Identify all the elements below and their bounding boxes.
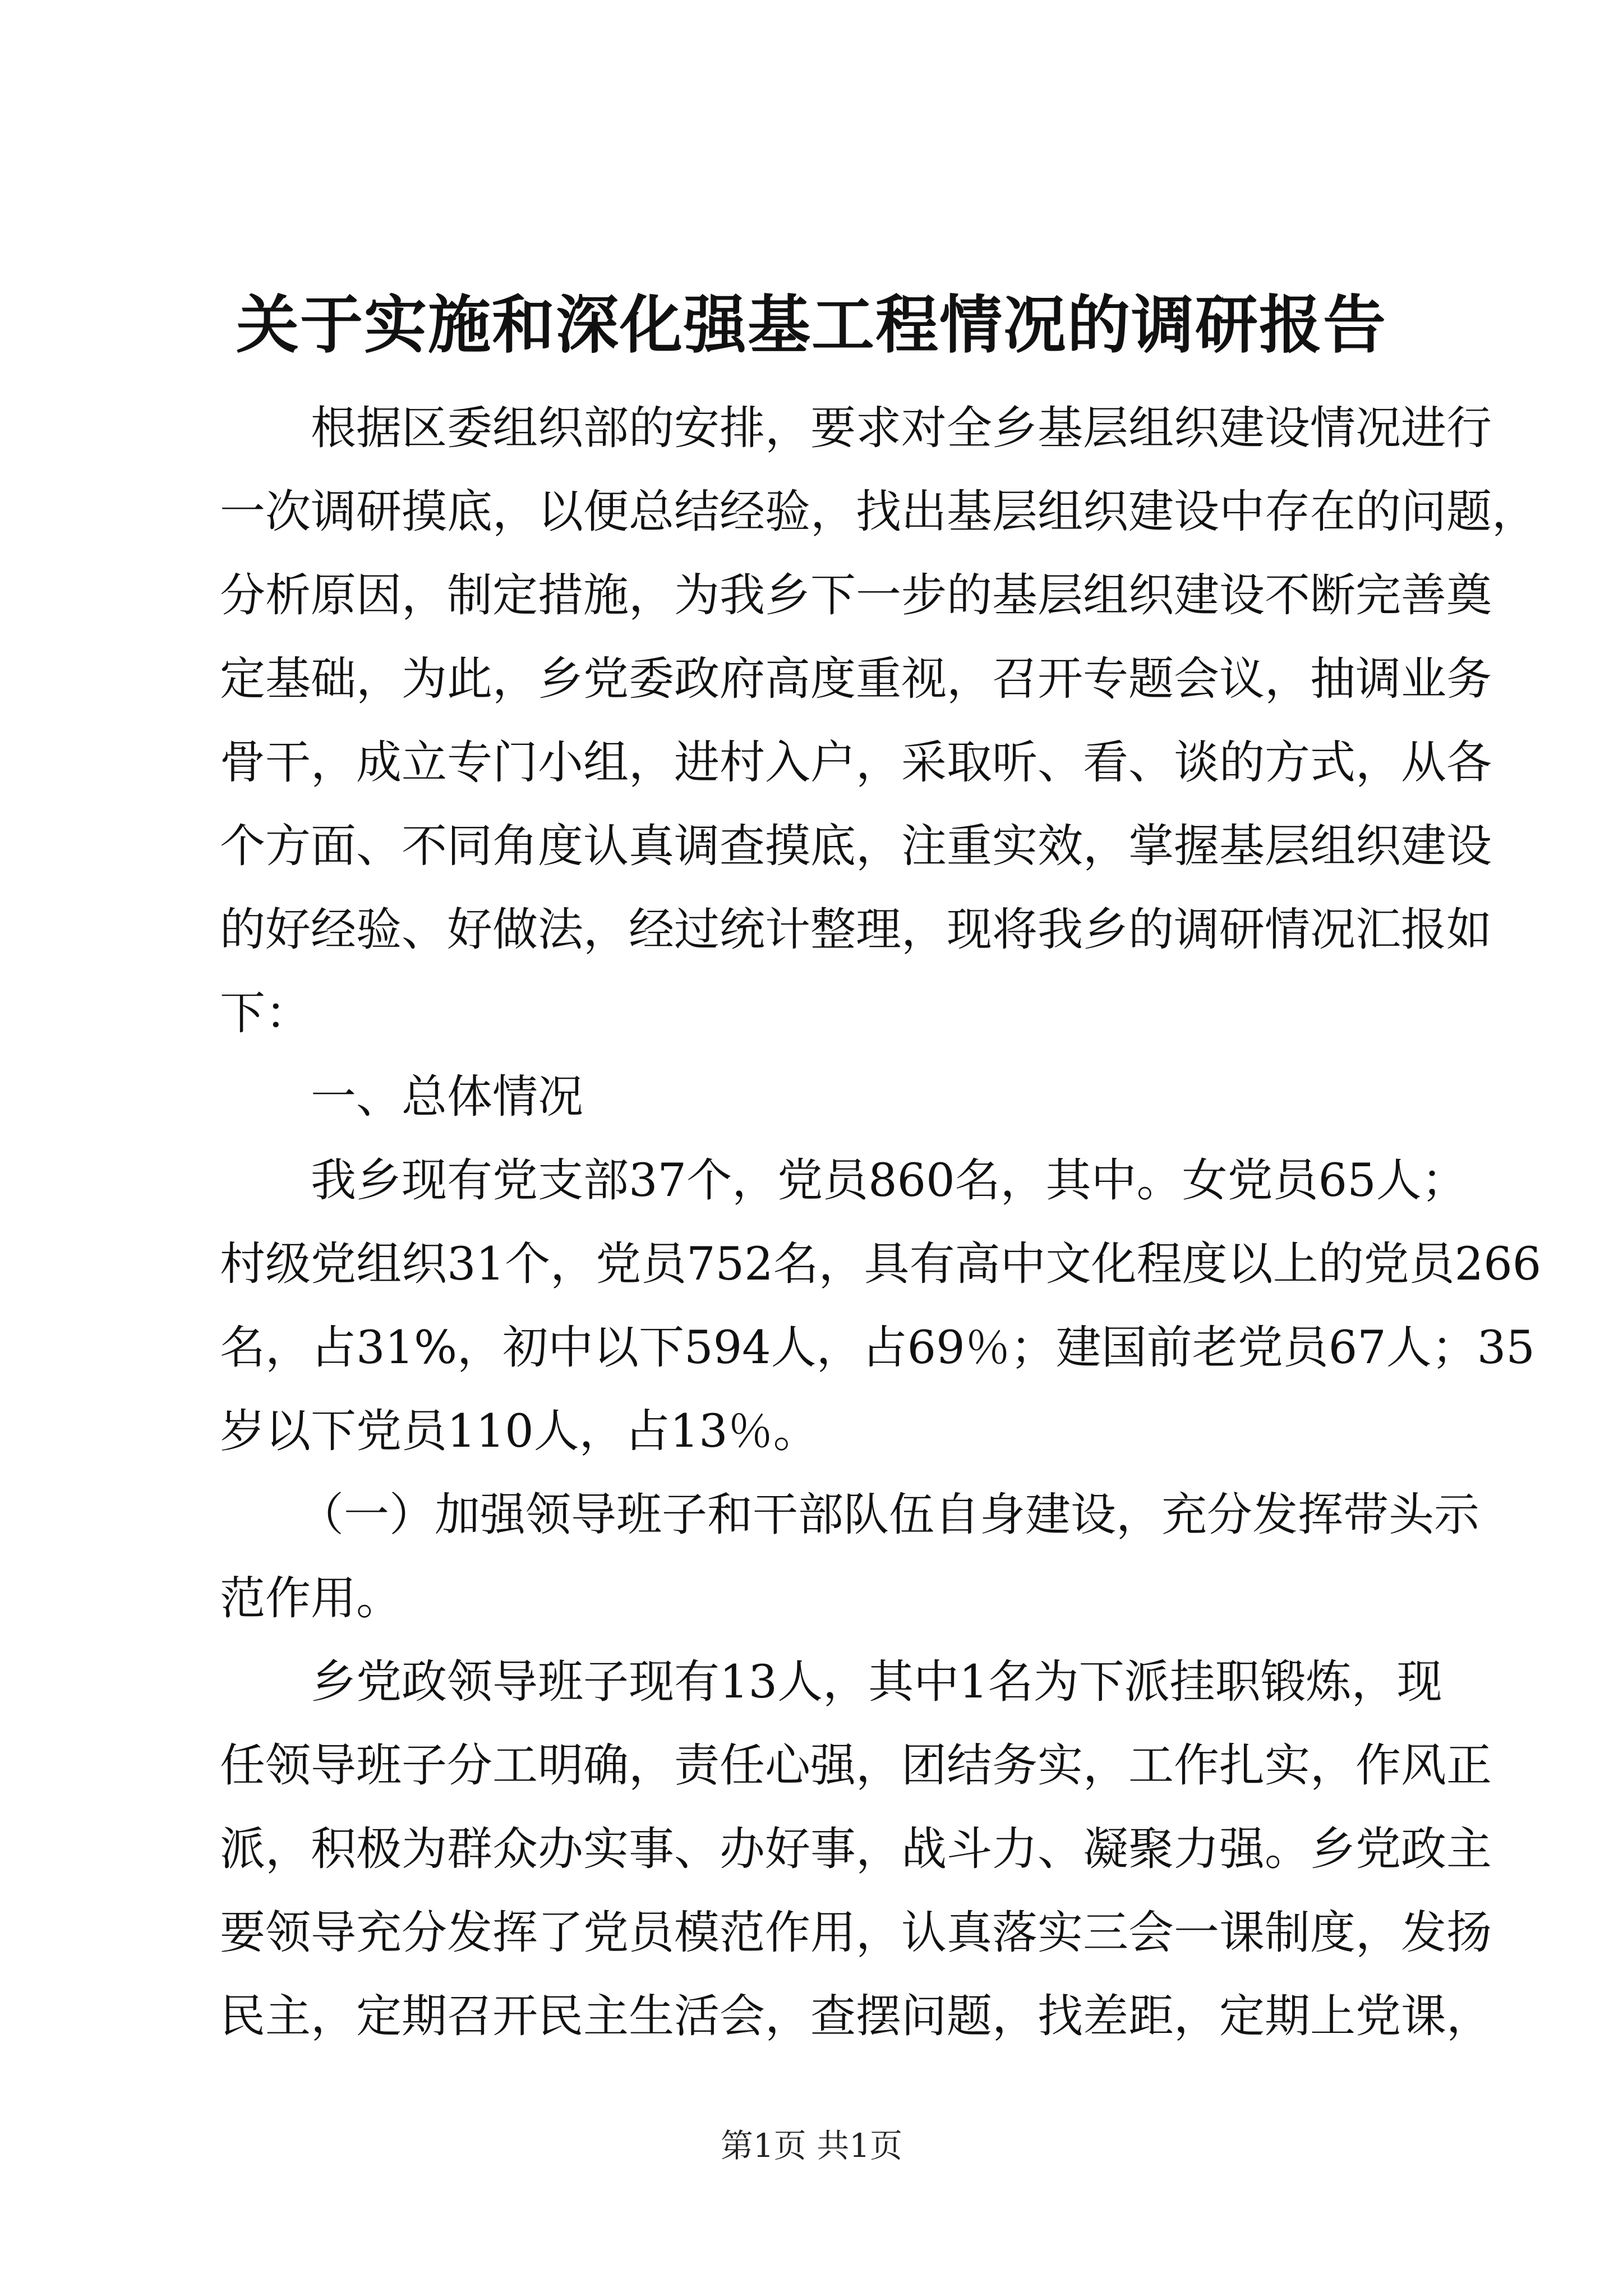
text-line: 根据区委组织部的安排，要求对全乡基层组织建设情况进行	[311, 402, 1492, 455]
text-line: 派，积极为群众办实事、办好事，战斗力、凝聚力强。乡党政主	[220, 1823, 1492, 1876]
document-title: 关于实施和深化强基工程情况的调研报告	[236, 288, 1387, 362]
text-line: 我乡现有党支部37个，党员860名，其中。女党员65人；	[311, 1154, 1467, 1207]
page-number-footer: 第1页 共1页	[720, 2127, 903, 2165]
text-line: （一）加强领导班子和干部队伍自身建设，充分发挥带头示	[298, 1489, 1480, 1542]
paragraph-leadership	[220, 1641, 1492, 2059]
text-line: 定基础，为此，乡党委政府高度重视，召开专题会议，抽调业务	[220, 653, 1492, 706]
text-line: 范作用。	[220, 1572, 402, 1625]
text-line: 的好经验、好做法，经过统计整理，现将我乡的调研情况汇报如	[220, 904, 1492, 956]
text-line: 个方面、不同角度认真调查摸底，注重实效，掌握基层组织建设	[220, 820, 1492, 873]
text-line: 名，占31%，初中以下594人，占69％；建国前老党员67人；35	[220, 1322, 1535, 1374]
document-body	[220, 387, 1542, 2059]
text-line: 分析原因，制定措施，为我乡下一步的基层组织建设不断完善奠	[220, 569, 1492, 622]
text-line: 民主，定期召开民主生活会，查摆问题，找差距，定期上党课，	[220, 1990, 1492, 2043]
text-line: 一次调研摸底，以便总结经验，找出基层组织建设中存在的问题，	[220, 486, 1538, 539]
section-heading	[220, 1056, 1403, 1139]
paragraph-statistics	[220, 1139, 1542, 1474]
text-line: 一、总体情况	[311, 1071, 584, 1124]
text-line: 要领导充分发挥了党员模范作用，认真落实三会一课制度，发扬	[220, 1907, 1492, 1959]
text-line: 任领导班子分工明确，责任心强，团结务实，工作扎实，作风正	[220, 1740, 1492, 1792]
text-line: 下：	[220, 987, 311, 1040]
text-line: 骨干，成立专门小组，进村入户，采取听、看、谈的方式，从各	[220, 737, 1492, 789]
text-line: 乡党政领导班子现有13人，其中1名为下派挂职锻炼，现	[311, 1656, 1442, 1709]
subsection-heading	[220, 1474, 1480, 1641]
text-line: 岁以下党员110人，占13％。	[220, 1405, 819, 1458]
paragraph-intro	[220, 387, 1538, 1056]
text-line: 村级党组织31个，党员752名，具有高中文化程度以上的党员266	[220, 1238, 1542, 1291]
